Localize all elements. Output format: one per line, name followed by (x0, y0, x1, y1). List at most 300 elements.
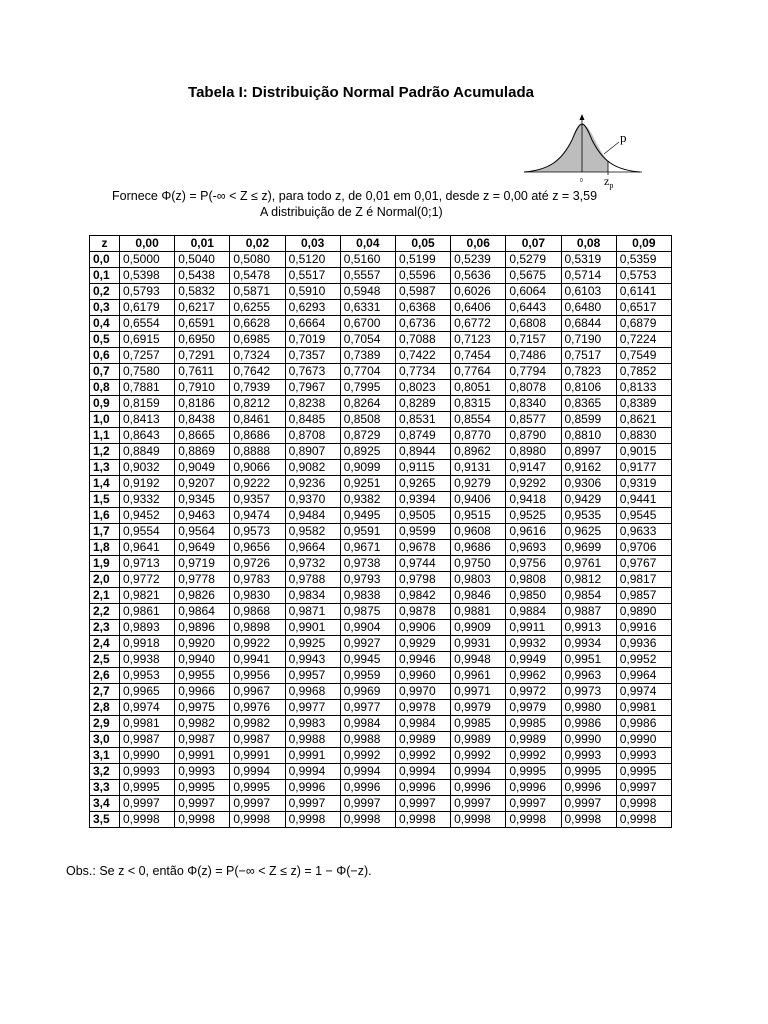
probability-cell: 0,9726 (230, 556, 285, 572)
probability-cell: 0,8830 (616, 428, 671, 444)
probability-cell: 0,9925 (285, 636, 340, 652)
z-value-cell: 2,7 (90, 684, 120, 700)
column-header: 0,08 (561, 236, 616, 252)
probability-cell: 0,6985 (230, 332, 285, 348)
z-value-cell: 0,0 (90, 252, 120, 268)
probability-cell: 0,6700 (340, 316, 395, 332)
probability-cell: 0,9693 (506, 540, 561, 556)
probability-cell: 0,9911 (506, 620, 561, 636)
probability-cell: 0,8264 (340, 396, 395, 412)
probability-cell: 0,9979 (506, 700, 561, 716)
probability-cell: 0,9706 (616, 540, 671, 556)
probability-cell: 0,8315 (451, 396, 506, 412)
table-row (90, 444, 672, 460)
z-value-cell: 0,8 (90, 380, 120, 396)
probability-cell: 0,9931 (451, 636, 506, 652)
probability-cell: 0,5714 (561, 268, 616, 284)
probability-cell: 0,6331 (340, 300, 395, 316)
probability-cell: 0,6255 (230, 300, 285, 316)
table-row (90, 476, 672, 492)
table-row (90, 700, 672, 716)
probability-cell: 0,9633 (616, 524, 671, 540)
z-value-cell: 3,1 (90, 748, 120, 764)
probability-cell: 0,5793 (120, 284, 175, 300)
probability-cell: 0,5279 (506, 252, 561, 268)
probability-cell: 0,9767 (616, 556, 671, 572)
probability-cell: 0,9980 (561, 700, 616, 716)
column-header: 0,01 (175, 236, 230, 252)
probability-cell: 0,9994 (451, 764, 506, 780)
y-axis-arrow (580, 114, 585, 120)
probability-cell: 0,8849 (120, 444, 175, 460)
probability-cell: 0,8159 (120, 396, 175, 412)
probability-cell: 0,5120 (285, 252, 340, 268)
table-row (90, 396, 672, 412)
probability-cell: 0,8621 (616, 412, 671, 428)
probability-cell: 0,9967 (230, 684, 285, 700)
column-header-z: z (90, 236, 120, 252)
probability-cell: 0,9162 (561, 460, 616, 476)
table-row (90, 796, 672, 812)
probability-cell: 0,5596 (395, 268, 450, 284)
probability-cell: 0,9505 (395, 508, 450, 524)
probability-cell: 0,9878 (395, 604, 450, 620)
probability-cell: 0,9945 (340, 652, 395, 668)
probability-cell: 0,9938 (120, 652, 175, 668)
probability-cell: 0,9995 (120, 780, 175, 796)
probability-cell: 0,9713 (120, 556, 175, 572)
z-value-cell: 1,0 (90, 412, 120, 428)
probability-cell: 0,7224 (616, 332, 671, 348)
probability-cell: 0,7088 (395, 332, 450, 348)
probability-cell: 0,9641 (120, 540, 175, 556)
z-value-cell: 0,3 (90, 300, 120, 316)
table-row (90, 428, 672, 444)
probability-cell: 0,5753 (616, 268, 671, 284)
probability-cell: 0,9997 (120, 796, 175, 812)
probability-cell: 0,9015 (616, 444, 671, 460)
probability-cell: 0,5871 (230, 284, 285, 300)
probability-cell: 0,9452 (120, 508, 175, 524)
probability-cell: 0,7910 (175, 380, 230, 396)
probability-cell: 0,6480 (561, 300, 616, 316)
probability-cell: 0,9854 (561, 588, 616, 604)
probability-cell: 0,9940 (175, 652, 230, 668)
z-value-cell: 1,1 (90, 428, 120, 444)
description-line-1: Fornece Φ(z) = P(-∞ < Z ≤ z), para todo z, de 0,01 em 0,01, desde z = 0,00 até z = 3,59 (112, 189, 598, 203)
probability-cell: 0,9207 (175, 476, 230, 492)
probability-cell: 0,6808 (506, 316, 561, 332)
probability-cell: 0,9995 (561, 764, 616, 780)
probability-cell: 0,6844 (561, 316, 616, 332)
table-row (90, 732, 672, 748)
probability-cell: 0,9719 (175, 556, 230, 572)
probability-cell: 0,8289 (395, 396, 450, 412)
probability-cell: 0,5910 (285, 284, 340, 300)
probability-cell: 0,9956 (230, 668, 285, 684)
probability-cell: 0,9664 (285, 540, 340, 556)
probability-cell: 0,5636 (451, 268, 506, 284)
column-header: 0,03 (285, 236, 340, 252)
probability-cell: 0,9998 (340, 812, 395, 828)
zp-label: $z_p$ (604, 174, 614, 190)
probability-cell: 0,9965 (120, 684, 175, 700)
probability-cell: 0,9953 (120, 668, 175, 684)
probability-cell: 0,9977 (340, 700, 395, 716)
probability-cell: 0,9993 (561, 748, 616, 764)
probability-cell: 0,9418 (506, 492, 561, 508)
table-row (90, 652, 672, 668)
probability-cell: 0,9998 (616, 796, 671, 812)
probability-cell: 0,9382 (340, 492, 395, 508)
z-value-cell: 0,1 (90, 268, 120, 284)
probability-cell: 0,8770 (451, 428, 506, 444)
probability-cell: 0,9989 (395, 732, 450, 748)
probability-cell: 0,9857 (616, 588, 671, 604)
probability-cell: 0,9969 (340, 684, 395, 700)
probability-cell: 0,9982 (230, 716, 285, 732)
probability-cell: 0,9826 (175, 588, 230, 604)
probability-cell: 0,9952 (616, 652, 671, 668)
probability-cell: 0,5359 (616, 252, 671, 268)
probability-cell: 0,9997 (230, 796, 285, 812)
probability-cell: 0,9992 (506, 748, 561, 764)
probability-cell: 0,5040 (175, 252, 230, 268)
probability-cell: 0,9981 (120, 716, 175, 732)
probability-cell: 0,9990 (616, 732, 671, 748)
z-value-cell: 3,0 (90, 732, 120, 748)
probability-cell: 0,9979 (451, 700, 506, 716)
probability-cell: 0,9812 (561, 572, 616, 588)
probability-cell: 0,7794 (506, 364, 561, 380)
probability-cell: 0,8810 (561, 428, 616, 444)
table-row (90, 764, 672, 780)
z-value-cell: 1,4 (90, 476, 120, 492)
probability-cell: 0,8944 (395, 444, 450, 460)
probability-cell: 0,9890 (616, 604, 671, 620)
probability-cell: 0,7764 (451, 364, 506, 380)
probability-cell: 0,8729 (340, 428, 395, 444)
probability-cell: 0,9868 (230, 604, 285, 620)
z-value-cell: 2,2 (90, 604, 120, 620)
probability-cell: 0,9756 (506, 556, 561, 572)
probability-cell: 0,9985 (451, 716, 506, 732)
z-value-cell: 3,4 (90, 796, 120, 812)
probability-cell: 0,9998 (561, 812, 616, 828)
probability-cell: 0,9978 (395, 700, 450, 716)
probability-cell: 0,9983 (285, 716, 340, 732)
probability-cell: 0,8438 (175, 412, 230, 428)
probability-cell: 0,9738 (340, 556, 395, 572)
probability-cell: 0,8997 (561, 444, 616, 460)
probability-cell: 0,8508 (340, 412, 395, 428)
probability-cell: 0,9981 (616, 700, 671, 716)
probability-cell: 0,7517 (561, 348, 616, 364)
probability-cell: 0,9990 (561, 732, 616, 748)
probability-cell: 0,9292 (506, 476, 561, 492)
probability-cell: 0,9977 (285, 700, 340, 716)
probability-cell: 0,9772 (120, 572, 175, 588)
probability-cell: 0,8212 (230, 396, 285, 412)
shaded-area (524, 124, 608, 172)
probability-cell: 0,6368 (395, 300, 450, 316)
z-value-cell: 0,2 (90, 284, 120, 300)
z-value-cell: 0,9 (90, 396, 120, 412)
z-value-cell: 2,9 (90, 716, 120, 732)
probability-cell: 0,9991 (175, 748, 230, 764)
description-line-2: A distribuição de Z é Normal(0;1) (260, 205, 443, 219)
probability-cell: 0,9996 (395, 780, 450, 796)
table-row (90, 508, 672, 524)
probability-cell: 0,7967 (285, 380, 340, 396)
probability-cell: 0,5239 (451, 252, 506, 268)
z-value-cell: 2,8 (90, 700, 120, 716)
probability-cell: 0,9995 (175, 780, 230, 796)
table-row (90, 540, 672, 556)
probability-cell: 0,9817 (616, 572, 671, 588)
probability-cell: 0,9525 (506, 508, 561, 524)
probability-cell: 0,9898 (230, 620, 285, 636)
probability-cell: 0,9997 (561, 796, 616, 812)
probability-cell: 0,9997 (395, 796, 450, 812)
probability-cell: 0,8980 (506, 444, 561, 460)
probability-cell: 0,9993 (175, 764, 230, 780)
probability-cell: 0,7704 (340, 364, 395, 380)
table-row (90, 620, 672, 636)
probability-cell: 0,9686 (451, 540, 506, 556)
probability-cell: 0,9474 (230, 508, 285, 524)
probability-cell: 0,8577 (506, 412, 561, 428)
probability-cell: 0,9678 (395, 540, 450, 556)
probability-cell: 0,6591 (175, 316, 230, 332)
probability-cell: 0,9846 (451, 588, 506, 604)
probability-cell: 0,8461 (230, 412, 285, 428)
probability-cell: 0,9963 (561, 668, 616, 684)
table-row (90, 572, 672, 588)
probability-cell: 0,6141 (616, 284, 671, 300)
probability-cell: 0,5398 (120, 268, 175, 284)
probability-cell: 0,8340 (506, 396, 561, 412)
probability-cell: 0,7054 (340, 332, 395, 348)
probability-cell: 0,9957 (285, 668, 340, 684)
probability-cell: 0,5675 (506, 268, 561, 284)
probability-cell: 0,7611 (175, 364, 230, 380)
probability-cell: 0,8485 (285, 412, 340, 428)
probability-cell: 0,7939 (230, 380, 285, 396)
probability-cell: 0,9370 (285, 492, 340, 508)
probability-cell: 0,9970 (395, 684, 450, 700)
probability-cell: 0,9966 (175, 684, 230, 700)
probability-cell: 0,9995 (230, 780, 285, 796)
probability-cell: 0,9842 (395, 588, 450, 604)
z-value-cell: 0,4 (90, 316, 120, 332)
table-row (90, 636, 672, 652)
probability-cell: 0,9761 (561, 556, 616, 572)
probability-cell: 0,9671 (340, 540, 395, 556)
probability-cell: 0,6443 (506, 300, 561, 316)
table-row (90, 252, 672, 268)
probability-cell: 0,9973 (561, 684, 616, 700)
observation-note: Obs.: Se z < 0, então Φ(z) = P(−∞ < Z ≤ z) = 1 − Φ(−z). (66, 864, 372, 878)
probability-cell: 0,6664 (285, 316, 340, 332)
probability-cell: 0,9984 (340, 716, 395, 732)
probability-cell: 0,6879 (616, 316, 671, 332)
probability-cell: 0,6517 (616, 300, 671, 316)
probability-cell: 0,5517 (285, 268, 340, 284)
probability-cell: 0,9997 (506, 796, 561, 812)
probability-cell: 0,9974 (616, 684, 671, 700)
probability-cell: 0,9987 (230, 732, 285, 748)
table-row (90, 812, 672, 828)
probability-cell: 0,9131 (451, 460, 506, 476)
probability-cell: 0,9946 (395, 652, 450, 668)
probability-cell: 0,9993 (120, 764, 175, 780)
table-row (90, 284, 672, 300)
probability-cell: 0,7257 (120, 348, 175, 364)
probability-cell: 0,5000 (120, 252, 175, 268)
probability-cell: 0,9943 (285, 652, 340, 668)
probability-cell: 0,9778 (175, 572, 230, 588)
probability-cell: 0,8708 (285, 428, 340, 444)
probability-cell: 0,9986 (616, 716, 671, 732)
probability-cell: 0,6406 (451, 300, 506, 316)
z-value-cell: 2,0 (90, 572, 120, 588)
probability-cell: 0,9066 (230, 460, 285, 476)
probability-cell: 0,9916 (616, 620, 671, 636)
probability-cell: 0,7995 (340, 380, 395, 396)
table-row (90, 668, 672, 684)
probability-cell: 0,5319 (561, 252, 616, 268)
probability-cell: 0,5987 (395, 284, 450, 300)
probability-cell: 0,8186 (175, 396, 230, 412)
p-label: p (620, 130, 627, 145)
probability-cell: 0,9955 (175, 668, 230, 684)
probability-cell: 0,9975 (175, 700, 230, 716)
probability-cell: 0,6772 (451, 316, 506, 332)
probability-cell: 0,9871 (285, 604, 340, 620)
probability-cell: 0,6915 (120, 332, 175, 348)
probability-cell: 0,7454 (451, 348, 506, 364)
probability-cell: 0,9319 (616, 476, 671, 492)
probability-cell: 0,9798 (395, 572, 450, 588)
probability-cell: 0,9222 (230, 476, 285, 492)
probability-cell: 0,9744 (395, 556, 450, 572)
probability-cell: 0,9783 (230, 572, 285, 588)
z-value-cell: 1,7 (90, 524, 120, 540)
table-row (90, 556, 672, 572)
probability-cell: 0,7157 (506, 332, 561, 348)
probability-cell: 0,7291 (175, 348, 230, 364)
probability-cell: 0,9984 (395, 716, 450, 732)
probability-cell: 0,9986 (561, 716, 616, 732)
probability-cell: 0,5557 (340, 268, 395, 284)
probability-cell: 0,9968 (285, 684, 340, 700)
probability-cell: 0,9906 (395, 620, 450, 636)
z-value-cell: 1,8 (90, 540, 120, 556)
probability-cell: 0,9982 (175, 716, 230, 732)
probability-cell: 0,8686 (230, 428, 285, 444)
probability-cell: 0,9332 (120, 492, 175, 508)
probability-cell: 0,9998 (451, 812, 506, 828)
probability-cell: 0,9750 (451, 556, 506, 572)
probability-cell: 0,9974 (120, 700, 175, 716)
z-value-cell: 0,5 (90, 332, 120, 348)
probability-cell: 0,7673 (285, 364, 340, 380)
z-value-cell: 0,6 (90, 348, 120, 364)
table-body (90, 252, 672, 828)
probability-cell: 0,9994 (230, 764, 285, 780)
probability-cell: 0,9941 (230, 652, 285, 668)
probability-cell: 0,8925 (340, 444, 395, 460)
probability-cell: 0,5478 (230, 268, 285, 284)
probability-cell: 0,6950 (175, 332, 230, 348)
probability-cell: 0,6293 (285, 300, 340, 316)
probability-cell: 0,9834 (285, 588, 340, 604)
probability-cell: 0,8665 (175, 428, 230, 444)
zero-label: 0 (580, 178, 583, 184)
probability-cell: 0,9793 (340, 572, 395, 588)
probability-cell: 0,9996 (506, 780, 561, 796)
probability-cell: 0,7422 (395, 348, 450, 364)
probability-cell: 0,8749 (395, 428, 450, 444)
probability-cell: 0,9964 (616, 668, 671, 684)
probability-cell: 0,9279 (451, 476, 506, 492)
p-pointer (604, 142, 619, 154)
probability-cell: 0,9997 (616, 780, 671, 796)
probability-cell: 0,9991 (285, 748, 340, 764)
z-value-cell: 0,7 (90, 364, 120, 380)
probability-cell: 0,9927 (340, 636, 395, 652)
probability-cell: 0,7486 (506, 348, 561, 364)
probability-cell: 0,8643 (120, 428, 175, 444)
probability-cell: 0,6217 (175, 300, 230, 316)
probability-cell: 0,9406 (451, 492, 506, 508)
probability-cell: 0,9554 (120, 524, 175, 540)
probability-cell: 0,9932 (506, 636, 561, 652)
probability-cell: 0,9788 (285, 572, 340, 588)
probability-cell: 0,7823 (561, 364, 616, 380)
probability-cell: 0,8389 (616, 396, 671, 412)
probability-cell: 0,6736 (395, 316, 450, 332)
probability-cell: 0,8531 (395, 412, 450, 428)
z-value-cell: 2,5 (90, 652, 120, 668)
probability-cell: 0,9988 (285, 732, 340, 748)
probability-cell: 0,9985 (506, 716, 561, 732)
probability-cell: 0,8106 (561, 380, 616, 396)
z-value-cell: 3,5 (90, 812, 120, 828)
probability-cell: 0,9990 (120, 748, 175, 764)
probability-cell: 0,8023 (395, 380, 450, 396)
probability-cell: 0,9732 (285, 556, 340, 572)
probability-cell: 0,8888 (230, 444, 285, 460)
probability-cell: 0,9861 (120, 604, 175, 620)
probability-cell: 0,9545 (616, 508, 671, 524)
column-header: 0,05 (395, 236, 450, 252)
probability-cell: 0,9997 (451, 796, 506, 812)
probability-cell: 0,9904 (340, 620, 395, 636)
normal-distribution-table (89, 235, 672, 828)
probability-cell: 0,8869 (175, 444, 230, 460)
table-row (90, 460, 672, 476)
probability-cell: 0,9236 (285, 476, 340, 492)
probability-cell: 0,9962 (506, 668, 561, 684)
probability-cell: 0,9625 (561, 524, 616, 540)
probability-cell: 0,9850 (506, 588, 561, 604)
probability-cell: 0,7734 (395, 364, 450, 380)
probability-cell: 0,9989 (506, 732, 561, 748)
z-value-cell: 3,2 (90, 764, 120, 780)
probability-cell: 0,6064 (506, 284, 561, 300)
